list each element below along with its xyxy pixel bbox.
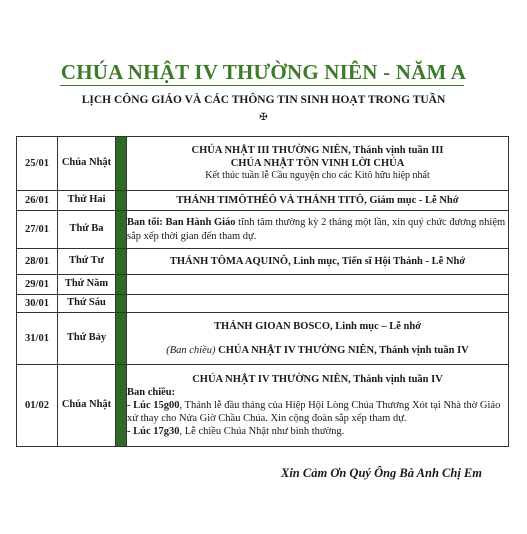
table-row xyxy=(17,211,509,249)
day-cell: Thứ Năm xyxy=(58,275,116,295)
event-cell: THÁNH TÔMA AQUINÔ, Linh mục, Tiến sĩ Hội Thánh - Lễ Nhớ xyxy=(127,249,509,275)
liturgical-color-bar xyxy=(116,249,127,275)
event-heading: Ban chiều: xyxy=(127,386,176,398)
liturgical-color-bar xyxy=(116,295,127,313)
date-cell: 30/01 xyxy=(17,295,58,313)
liturgical-color-bar xyxy=(116,211,127,249)
event-text: tĩnh tâm thường kỳ 2 tháng một lần, xin quý chức đương nhiệm sắp xếp thời gian đến tham dự. xyxy=(127,217,506,242)
date-cell: 26/01 xyxy=(17,191,58,211)
title-underline xyxy=(60,85,464,86)
date-cell: 28/01 xyxy=(17,249,58,275)
liturgical-color-bar xyxy=(116,275,127,295)
day-cell: Thứ Bảy xyxy=(58,313,116,365)
event-title: CHÚA NHẬT IV THƯỜNG NIÊN, Thánh vịnh tuần IV xyxy=(192,373,443,385)
table-row xyxy=(17,137,509,191)
liturgical-color-bar xyxy=(116,313,127,365)
event-cell xyxy=(127,275,509,295)
event-lead: - Lúc 15g00 xyxy=(127,399,180,411)
event-cell xyxy=(127,211,509,249)
event-text: , Thánh lễ đầu tháng của Hiệp Hội Lòng Chúa Thương Xót tại Nhà thờ Giáo xứ thay cho Nửa Giờ Chầu Chúa. Xin cộng đoàn sắp xếp tham dự. xyxy=(127,399,501,425)
event-vigil xyxy=(127,344,508,357)
event-title: CHÚA NHẬT TÔN VINH LỜI CHÚA xyxy=(230,158,405,170)
event-note: Kết thúc tuần lễ Cầu nguyện cho các Kitô hữu hiệp nhất xyxy=(205,170,430,182)
liturgical-color-bar xyxy=(116,191,127,211)
closing-thanks: Xin Cảm Ơn Quý Ông Bà Anh Chị Em xyxy=(281,466,482,480)
date-cell: 29/01 xyxy=(17,275,58,295)
day-cell: Thứ Ba xyxy=(58,211,116,249)
table-row xyxy=(17,365,509,447)
day-cell: Thứ Sáu xyxy=(58,295,116,313)
event-lead: - Lúc 17g30 xyxy=(127,426,180,438)
table-row xyxy=(17,191,509,211)
liturgical-color-bar xyxy=(116,365,127,447)
event-prefix: (Ban chiều) xyxy=(166,344,216,356)
event-text: , Lễ chiều Chúa Nhật như bình thường. xyxy=(179,426,345,438)
weekly-schedule-table xyxy=(16,136,509,447)
event-cell xyxy=(127,313,509,365)
date-cell: 27/01 xyxy=(17,211,58,249)
event-title: CHÚA NHẬT IV THƯỜNG NIÊN, Thánh vịnh tuần IV xyxy=(215,344,469,356)
event-title: CHÚA NHẬT III THƯỜNG NIÊN, Thánh vịnh tuần III xyxy=(191,145,444,157)
liturgical-color-bar xyxy=(116,137,127,191)
day-cell: Chúa Nhật xyxy=(58,365,116,447)
table-row xyxy=(17,249,509,275)
event-cell xyxy=(127,137,509,191)
event-item xyxy=(127,399,508,425)
date-cell: 25/01 xyxy=(17,137,58,191)
day-cell: Chúa Nhật xyxy=(58,137,116,191)
page-subtitle: LỊCH CÔNG GIÁO VÀ CÁC THÔNG TIN SINH HOẠT TRONG TUẦN xyxy=(81,94,446,106)
event-item xyxy=(127,425,508,438)
day-cell: Thứ Tư xyxy=(58,249,116,275)
event-cell xyxy=(127,365,509,447)
table-row xyxy=(17,275,509,295)
event-cell xyxy=(127,295,509,313)
date-cell: 31/01 xyxy=(17,313,58,365)
cross-icon: ✠ xyxy=(259,112,268,123)
table-row xyxy=(17,313,509,365)
event-lead: Ban tối: Ban Hành Giáo xyxy=(127,217,236,229)
page-title: CHÚA NHẬT IV THƯỜNG NIÊN - NĂM A xyxy=(60,60,467,84)
table-row xyxy=(17,295,509,313)
day-cell: Thứ Hai xyxy=(58,191,116,211)
event-cell: THÁNH TIMÔTHÊÔ VÀ THÁNH TITÔ, Giám mục - Lễ Nhớ xyxy=(127,191,509,211)
date-cell: 01/02 xyxy=(17,365,58,447)
event-title: THÁNH GIOAN BOSCO, Linh mục – Lễ nhớ xyxy=(213,321,422,333)
